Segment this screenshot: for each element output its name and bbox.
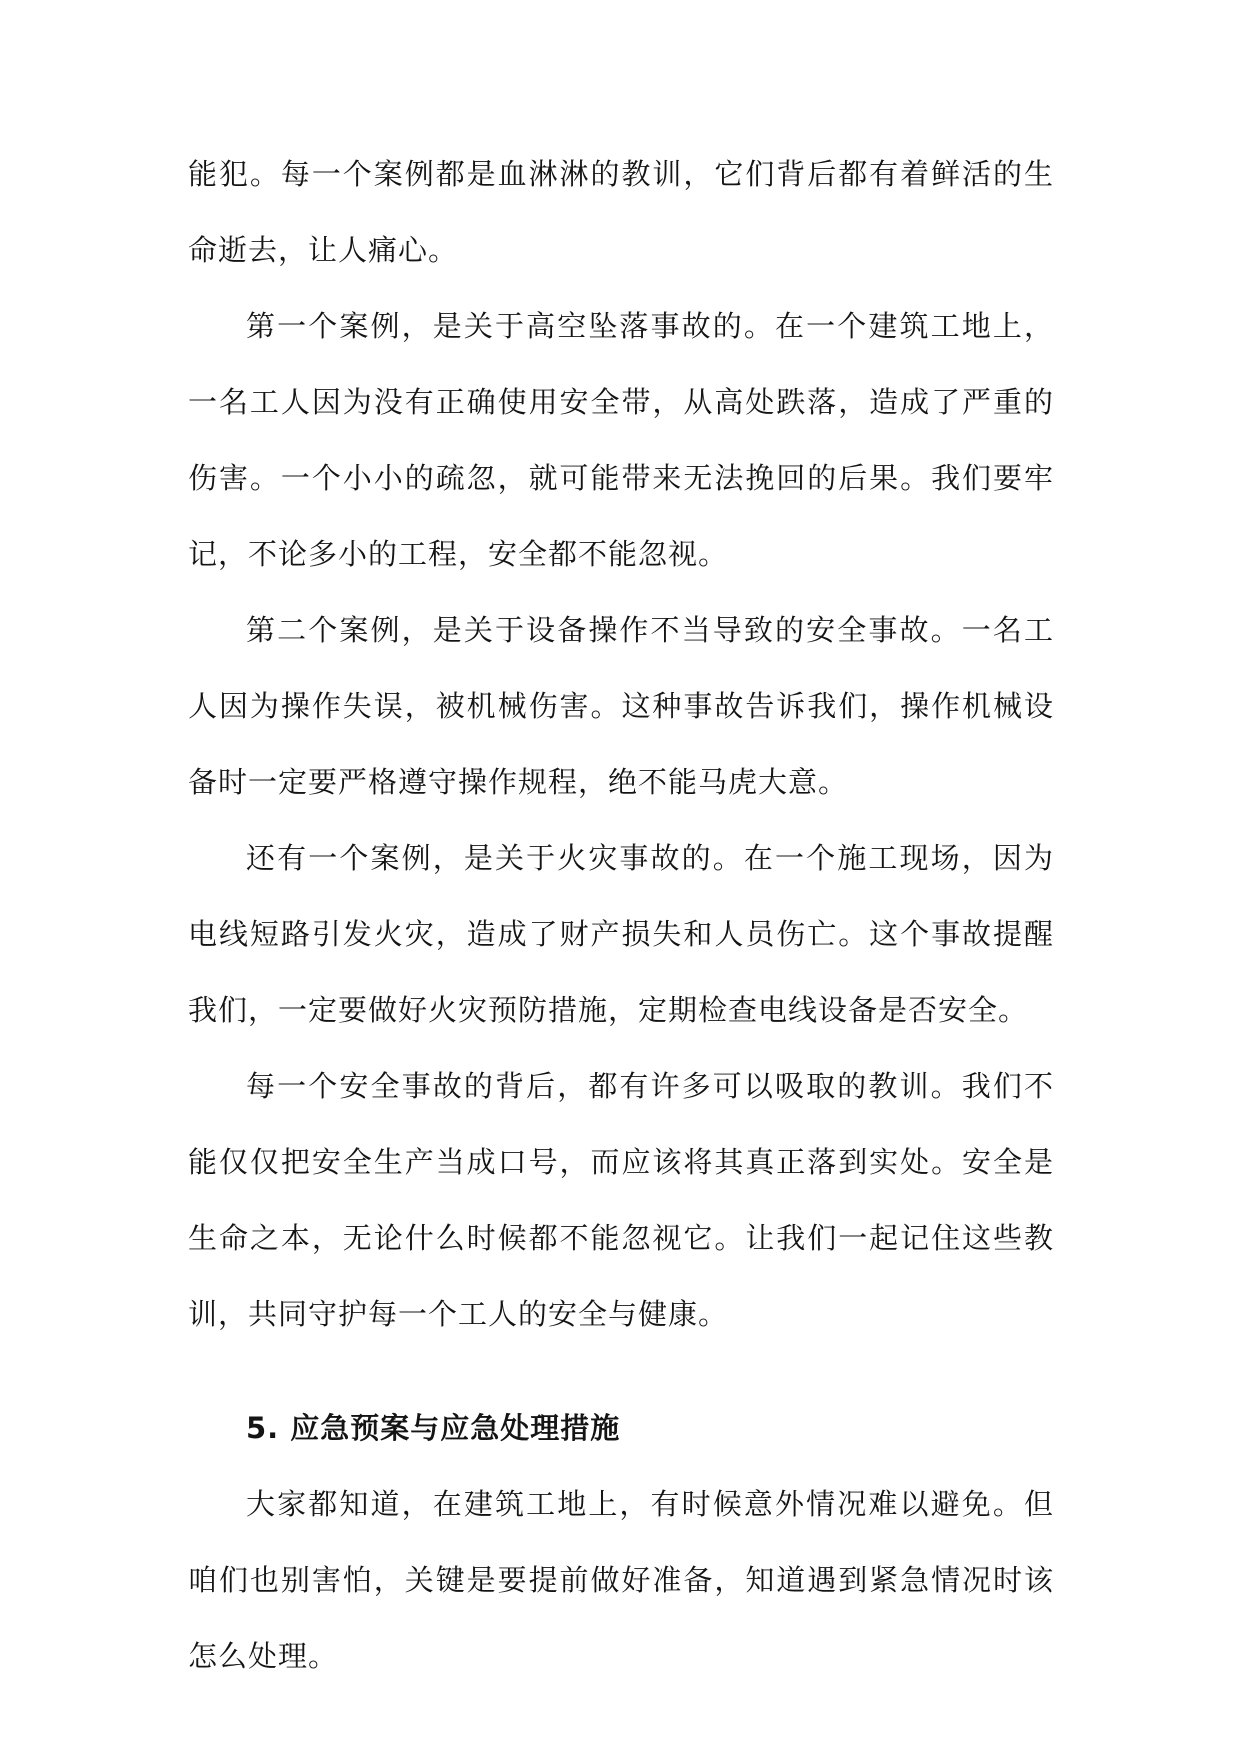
paragraph-continuation: 能犯。每一个案例都是血淋淋的教训，它们背后都有着鲜活的生命逝去，让人痛心。 [188, 157, 1054, 267]
section-heading: 5. 应急预案与应急处理措施 [246, 1411, 621, 1445]
paragraph-case-fire: 还有一个案例，是关于火灾事故的。在一个施工现场，因为电线短路引发火灾，造成了财产损失和人员伤亡。这个事故提醒我们，一定要做好火灾预防措施，定期检查电线设备是否安全。 [188, 841, 1054, 1027]
paragraph-emergency-intro: 大家都知道，在建筑工地上，有时候意外情况难以避免。但咱们也别害怕，关键是要提前做好准备，知道遇到紧急情况时该怎么处理。 [188, 1487, 1054, 1673]
paragraph-case-fall: 第一个案例，是关于高空坠落事故的。在一个建筑工地上，一名工人因为没有正确使用安全带，从高处跌落，造成了严重的伤害。一个小小的疏忽，就可能带来无法挽回的后果。我们要牢记，不论多小的工程，安全都不能忽视。 [188, 309, 1054, 571]
paragraph-case-equipment: 第二个案例，是关于设备操作不当导致的安全事故。一名工人因为操作失误，被机械伤害。这种事故告诉我们，操作机械设备时一定要严格遵守操作规程，绝不能马虎大意。 [188, 613, 1054, 799]
document-body [188, 136, 1054, 1694]
paragraph-lessons: 每一个安全事故的背后，都有许多可以吸取的教训。我们不能仅仅把安全生产当成口号，而应该将其真正落到实处。安全是生命之本，无论什么时候都不能忽视它。让我们一起记住这些教训，共同守护每一个工人的安全与健康。 [188, 1069, 1054, 1331]
